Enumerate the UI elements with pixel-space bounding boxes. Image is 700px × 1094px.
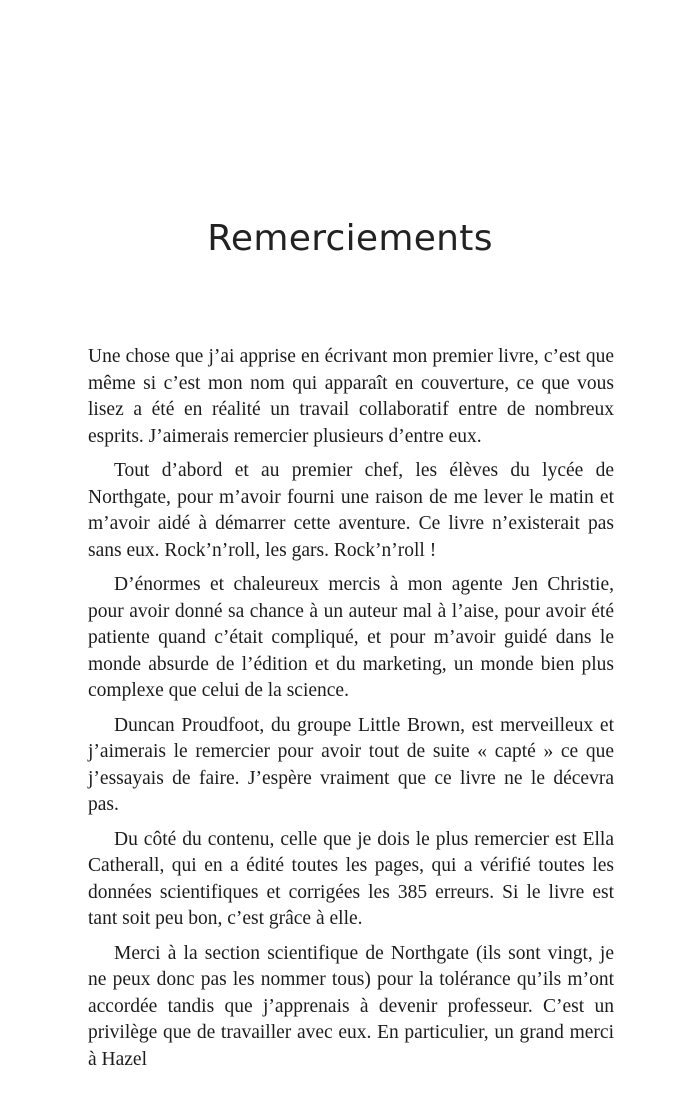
paragraph-6: Merci à la section scientifique de Northgate (ils sont vingt, je ne peux donc pas les nommer tous) pour la tolérance qu’ils m’ont accordée tandis que j’apprenais à devenir professeur. C’est un privilège que de travailler avec eux. En particulier, un grand merci à Hazel xyxy=(88,942,614,1070)
paragraph-2: Tout d’abord et au premier chef, les élèves du lycée de Northgate, pour m’avoir fourni une raison de me lever le matin et m’avoir aidé à démarrer cette aventure. Ce livre n’existerait pas sans eux. Rock’n’roll, les gars. Rock’n’roll ! xyxy=(88,460,614,561)
paragraph-1: Une chose que j’ai apprise en écrivant mon premier livre, c’est que même si c’est mon nom qui apparaît en couverture, ce que vous lisez a été en réalité un travail collaboratif entre de nombreux esprits. J’aimerais remercier plusieurs d’entre eux. xyxy=(88,346,614,447)
paragraph-5: Du côté du contenu, celle que je dois le plus remercier est Ella Catherall, qui en a édité toutes les pages, qui a vérifié toutes les données scientifiques et corrigées les 385 erreurs. Si le livre est tant soit peu bon, c’est grâce à elle. xyxy=(88,828,614,929)
page-title: Remerciements xyxy=(207,218,493,259)
acknowledgements-body xyxy=(88,344,614,1081)
paragraph-3: D’énormes et chaleureux mercis à mon agente Jen Christie, pour avoir donné sa chance à un auteur mal à l’aise, pour avoir été patiente quand c’était compliqué, et pour m’avoir guidé dans le monde absurde de l’édition et du marketing, un monde bien plus complexe que celui de la science. xyxy=(88,574,614,701)
paragraph-4: Duncan Proudfoot, du groupe Little Brown, est merveilleux et j’aimerais le remercier pour avoir tout de suite « capté » ce que j’essayais de faire. J’espère vraiment que ce livre ne le décevra pas. xyxy=(88,714,614,815)
